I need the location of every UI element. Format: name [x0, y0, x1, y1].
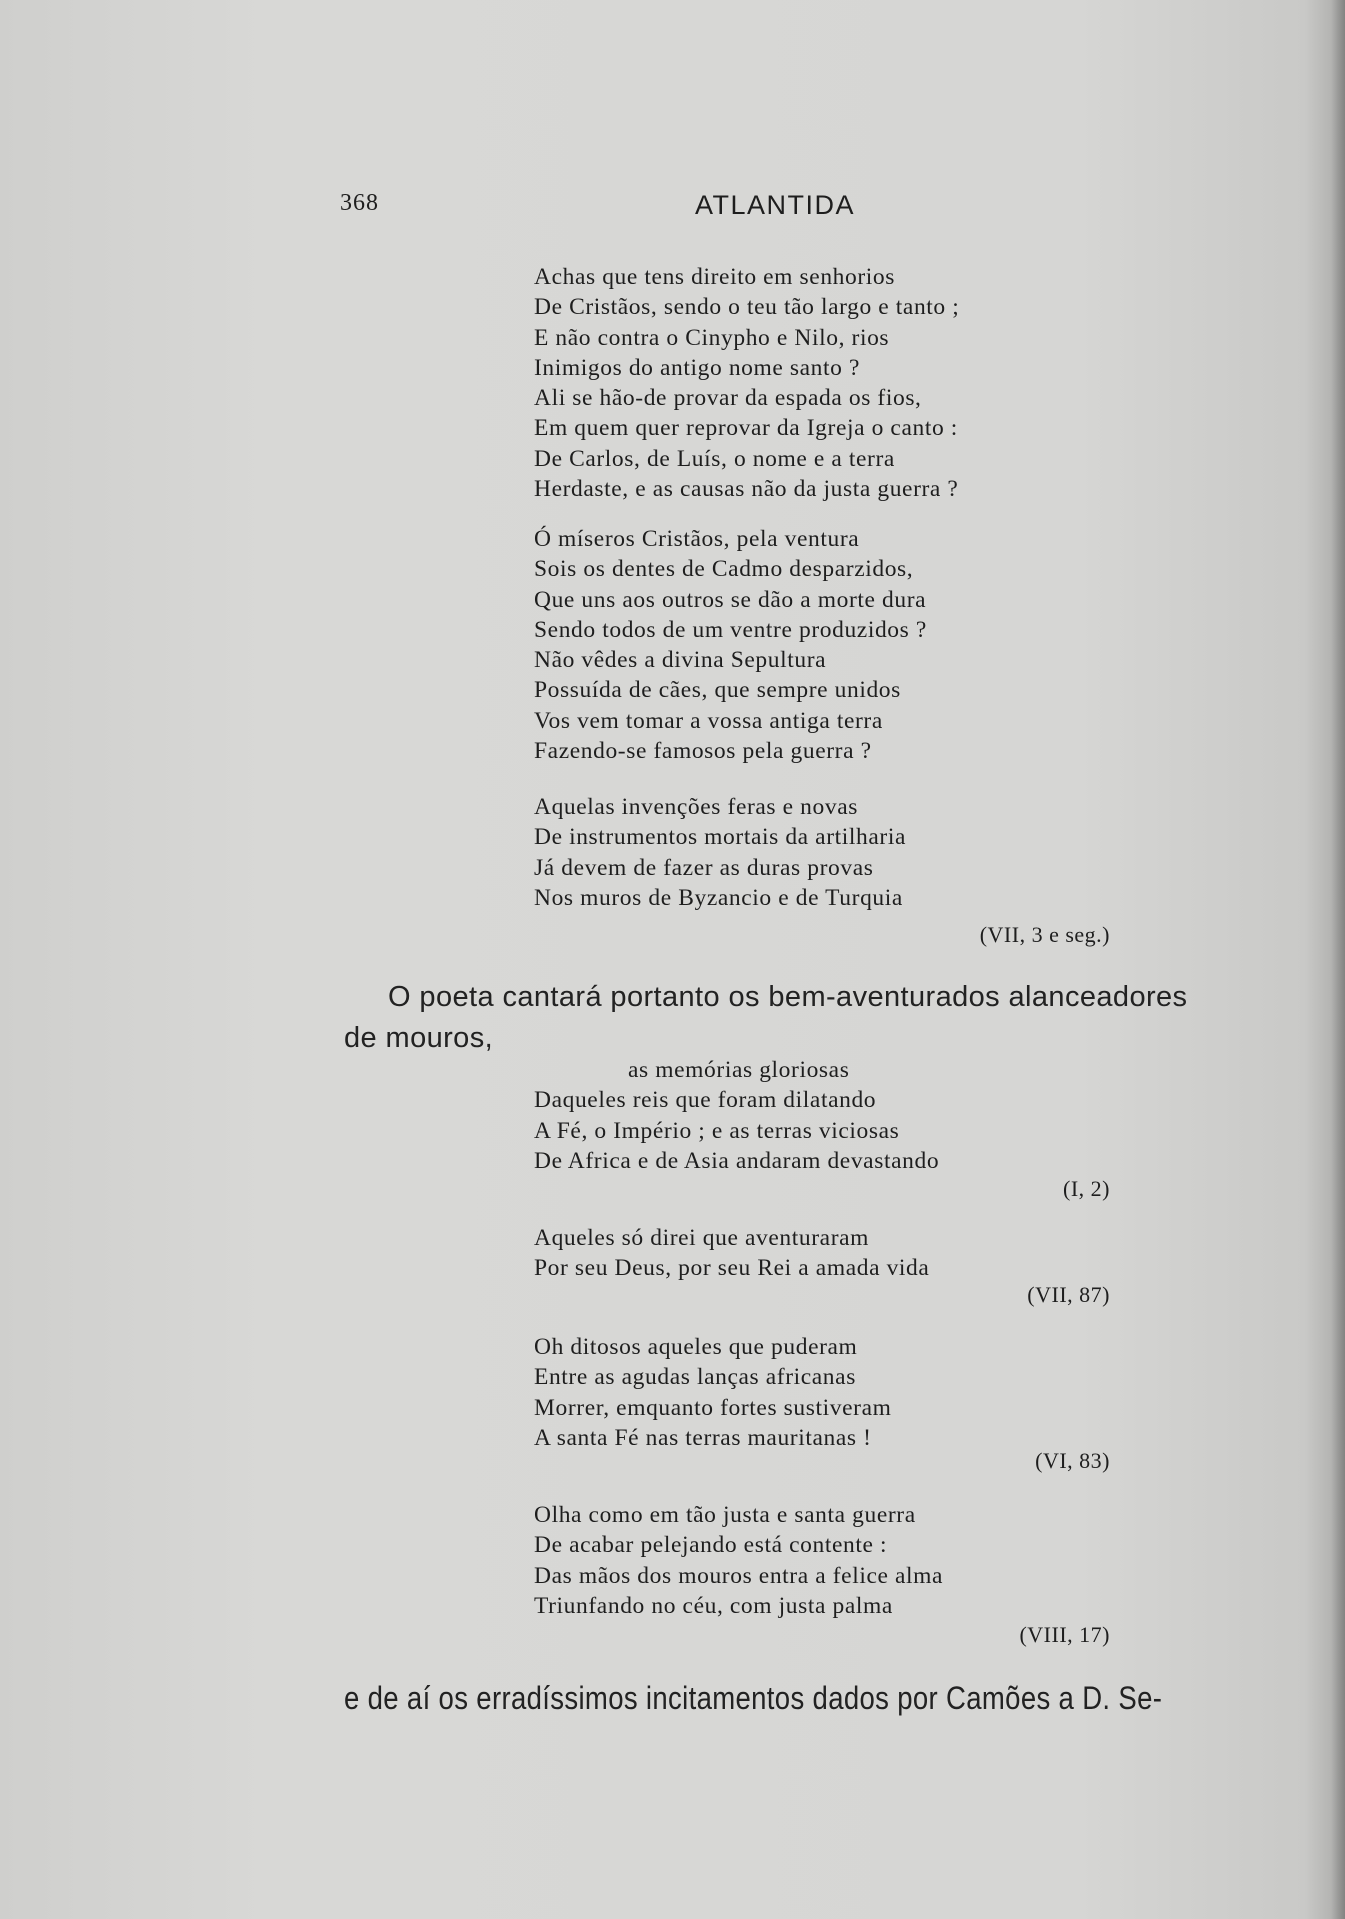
- citation: (VII, 87): [1027, 1282, 1110, 1307]
- stanza-2: [534, 524, 927, 766]
- verse-line: Ali se hão-de provar da espada os fios,: [534, 385, 922, 412]
- verse-line: Olha como em tão justa e santa guerra: [534, 1502, 916, 1528]
- verse-line: Inimigos do antigo nome santo ?: [534, 354, 861, 381]
- prose-line: de mouros,: [344, 1022, 494, 1054]
- prose-line: O poeta cantará portanto os bem-aventurados alanceadores: [388, 981, 1188, 1013]
- verse-line: Morrer, emquanto fortes sustiveram: [534, 1394, 892, 1421]
- verse-line: De acabar pelejando está contente :: [534, 1532, 888, 1559]
- verse-line: De instrumentos mortais da artilharia: [534, 824, 906, 851]
- verse-line: A santa Fé nas terras mauritanas !: [534, 1424, 872, 1451]
- stanza-4: [534, 1055, 939, 1176]
- citation: (VI, 83): [1035, 1448, 1110, 1473]
- verse-line: Possuída de cães, que sempre unidos: [534, 677, 901, 704]
- stanza-5: [534, 1223, 929, 1284]
- verse-line: Aqueles só direi que aventuraram: [534, 1225, 870, 1251]
- verse-line: Das mãos dos mouros entra a felice alma: [534, 1562, 944, 1589]
- page-number: 368: [340, 190, 379, 216]
- verse-line: De Cristãos, sendo o teu tão largo e tanto ;: [534, 294, 960, 321]
- verse-line: Que uns aos outros se dão a morte dura: [534, 586, 927, 613]
- verse-line: Já devem de fazer as duras provas: [534, 854, 874, 881]
- citation: (VIII, 17): [1019, 1622, 1110, 1647]
- verse-line: Por seu Deus, por seu Rei a amada vida: [534, 1255, 930, 1282]
- verse-line: Sendo todos de um ventre produzidos ?: [534, 616, 927, 643]
- verse-line: Triunfando no céu, com justa palma: [534, 1592, 893, 1619]
- verse-line: Em quem quer reprovar da Igreja o canto :: [534, 415, 958, 442]
- page-header: [340, 190, 1200, 230]
- verse-line: as memórias gloriosas: [628, 1057, 850, 1083]
- verse-line: Oh ditosos aqueles que puderam: [534, 1334, 858, 1360]
- verse-line: Ó míseros Cristãos, pela ventura: [534, 526, 860, 552]
- stanza-3: [534, 792, 906, 913]
- verse-line: Daqueles reis que foram dilatando: [534, 1087, 877, 1114]
- stanza-1: [534, 262, 959, 504]
- prose-line: e de aí os erradíssimos incitamentos dados por Camões a D. Se-: [344, 1680, 1163, 1716]
- verse-line: Herdaste, e as causas não da justa guerra ?: [534, 476, 959, 503]
- verse-line: Vos vem tomar a vossa antiga terra: [534, 707, 883, 734]
- stanza-6: [534, 1332, 892, 1453]
- citation: (I, 2): [1063, 1176, 1110, 1201]
- verse-line: De Carlos, de Luís, o nome e a terra: [534, 445, 895, 472]
- verse-line: Entre as agudas lanças africanas: [534, 1364, 856, 1391]
- verse-line: De Africa e de Asia andaram devastando: [534, 1147, 940, 1174]
- running-title: ATLANTIDA: [695, 190, 856, 220]
- verse-line: Nos muros de Byzancio e de Turquia: [534, 884, 903, 911]
- stanza-7: [534, 1500, 943, 1621]
- verse-line: Achas que tens direito em senhorios: [534, 264, 896, 290]
- verse-line: A Fé, o Império ; e as terras viciosas: [534, 1117, 900, 1144]
- verse-line: Aquelas invenções feras e novas: [534, 794, 858, 820]
- citation: (VII, 3 e seg.): [979, 922, 1110, 947]
- verse-line: Não vêdes a divina Sepultura: [534, 647, 827, 674]
- verse-line: Fazendo-se famosos pela guerra ?: [534, 738, 872, 765]
- page-edge-shadow: [1331, 0, 1345, 1919]
- verse-line: E não contra o Cinypho e Nilo, rios: [534, 324, 890, 351]
- verse-line: Sois os dentes de Cadmo desparzidos,: [534, 556, 914, 583]
